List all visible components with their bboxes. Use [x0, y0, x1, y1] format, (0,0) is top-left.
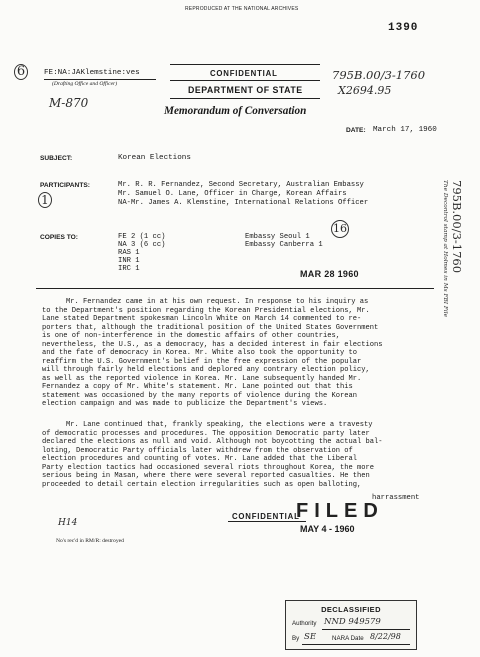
- participant-3: NA-Mr. James A. Klemstine, International Relations Officer: [118, 199, 369, 207]
- declassified-authority-value: NND 949579: [324, 617, 381, 627]
- continuation-word: harrassment: [372, 494, 420, 502]
- copy-right-2: Embassy Canberra 1: [245, 241, 323, 249]
- from-line: FE:NA:JAKlemstine:ves: [44, 69, 140, 77]
- declassified-by-label: By: [292, 635, 300, 642]
- body-line: to the Department's position regarding the Korean Presidential elections, Mr.: [42, 306, 370, 315]
- page-number: 1390: [388, 22, 419, 34]
- body-line: Party election tactics had occasioned several riots throughout Korea, the more: [42, 463, 375, 472]
- declassified-nara-value: 8/22/98: [370, 632, 401, 641]
- copy-left-1: FE 2 (1 cc): [118, 233, 166, 241]
- body-line: reaffirm the U.S. Government's belief in the free expression of the popular: [42, 357, 362, 366]
- body-divider: [36, 288, 434, 289]
- body-paragraph-2: [42, 421, 383, 489]
- handwritten-m-number: M-870: [49, 96, 89, 110]
- body-line: of democratic processes and procedures. The opposition Democratic party later: [42, 429, 370, 438]
- handwritten-circle-top: 6: [14, 64, 28, 80]
- body-line: proceeded to detail certain election irregularities such as open balloting,: [42, 480, 362, 489]
- body-line: loting, Democratic Party officials later withdrew from the observation of: [42, 446, 353, 455]
- by-underline: [302, 644, 410, 645]
- reproduced-line: REPRODUCED AT THE NATIONAL ARCHIVES: [185, 6, 299, 12]
- body-line: Fernandez a copy of Mr. White's statement. Mr. Lane pointed out that this: [42, 383, 353, 391]
- received-stamp-date: MAR 28 1960: [300, 269, 359, 279]
- classification-bottom-underline: [228, 521, 306, 522]
- copy-left-2: NA 3 (6 cc): [118, 241, 166, 249]
- body-line: as well as the reported violence in Korea. Mr. Lane subsequently handed Mr.: [42, 374, 362, 383]
- side-file-number: 795B.00/3-1760: [450, 180, 464, 274]
- handwritten-initials: H14: [58, 518, 78, 528]
- handwritten-file-subnumber: X2694.95: [338, 84, 392, 97]
- body-line: serious being in Masan, where there were several reported casualties. He then: [42, 472, 370, 480]
- header-rule-bottom: [170, 98, 320, 99]
- body-line: declared the elections as null and void. Although not boycotting the actual bal-: [42, 438, 383, 446]
- classification-top: CONFIDENTIAL: [210, 69, 278, 78]
- body-line: statement was occasioned by the many reports of violence during the Korean: [42, 391, 358, 400]
- body-line: Lane stated Department spokesman Lincoln White on March 14 commented to re-: [42, 315, 362, 323]
- declassified-title: DECLASSIFIED: [321, 605, 381, 614]
- declassified-by-value: SE: [304, 632, 317, 642]
- copy-right-1: Embassy Seoul 1: [245, 233, 310, 241]
- handwritten-file-number: 795B.00/3-1760: [332, 68, 426, 82]
- body-line: and the fate of democracy in Korea. Mr. White also took the opportunity to: [42, 349, 358, 357]
- body-line: porters that, although the traditional position of the United States Government: [42, 323, 379, 332]
- handwritten-circle-left: 1: [38, 192, 52, 208]
- classification-bottom: CONFIDENTIAL: [232, 512, 300, 521]
- copy-left-5: IRC 1: [118, 265, 140, 273]
- copy-left-3: RAS 1: [118, 249, 140, 257]
- destroyed-note: No's rec'd in RM/R: destroyed: [56, 538, 124, 544]
- date-value: March 17, 1960: [373, 126, 437, 134]
- body-line: will through fairly held elections and deplored any contrary election policy,: [42, 366, 370, 374]
- subject-label: SUBJECT:: [40, 155, 73, 162]
- declassified-stamp: [285, 600, 417, 650]
- department-name: DEPARTMENT OF STATE: [188, 85, 303, 95]
- memorandum-title: Memorandum of Conversation: [164, 105, 307, 117]
- authority-underline: [322, 629, 410, 630]
- participant-1: Mr. R. R. Fernandez, Second Secretary, Australian Embassy: [118, 181, 364, 189]
- copy-left-4: INR 1: [118, 257, 140, 265]
- body-line: nevertheless, the U.S., as a democracy, has a decided interest in fair elections: [42, 340, 383, 349]
- copies-label: COPIES TO:: [40, 234, 78, 241]
- header-rule-top: [170, 64, 320, 65]
- from-subline: (Drafting Office and Officer): [52, 81, 118, 87]
- date-label: DATE:: [346, 127, 366, 134]
- filed-stamp: FILED: [296, 500, 384, 522]
- participants-label: PARTICIPANTS:: [40, 182, 90, 189]
- declassified-authority-label: Authority: [292, 620, 317, 627]
- body-line: Mr. Lane continued that, frankly speaking, the elections were a travesty: [66, 421, 373, 429]
- subject-value: Korean Elections: [118, 154, 191, 162]
- from-underline: [44, 79, 156, 80]
- body-line: election campaign and was made to publicize the Department's views.: [42, 400, 328, 408]
- body-line: election procedures and counting of votes. Mr. Lane added that the Liberal: [42, 455, 358, 463]
- body-line: Mr. Fernandez came in at his own request. In response to his inquiry as: [66, 298, 369, 306]
- side-decontrol-note: The Decontrol stamp at Holmes in Ms FBI File: [442, 180, 448, 318]
- declassified-nara-label: NARA Date: [332, 635, 364, 642]
- body-line: is one of non-interference in the domestic affairs of other countries,: [42, 332, 340, 340]
- body-paragraph-1: [42, 298, 383, 409]
- filed-stamp-date: MAY 4 - 1960: [300, 524, 355, 534]
- header-rule-mid: [170, 80, 320, 81]
- handwritten-circle-copies: 16: [331, 220, 349, 238]
- participant-2: Mr. Samuel O. Lane, Officer in Charge, Korean Affairs: [118, 190, 347, 198]
